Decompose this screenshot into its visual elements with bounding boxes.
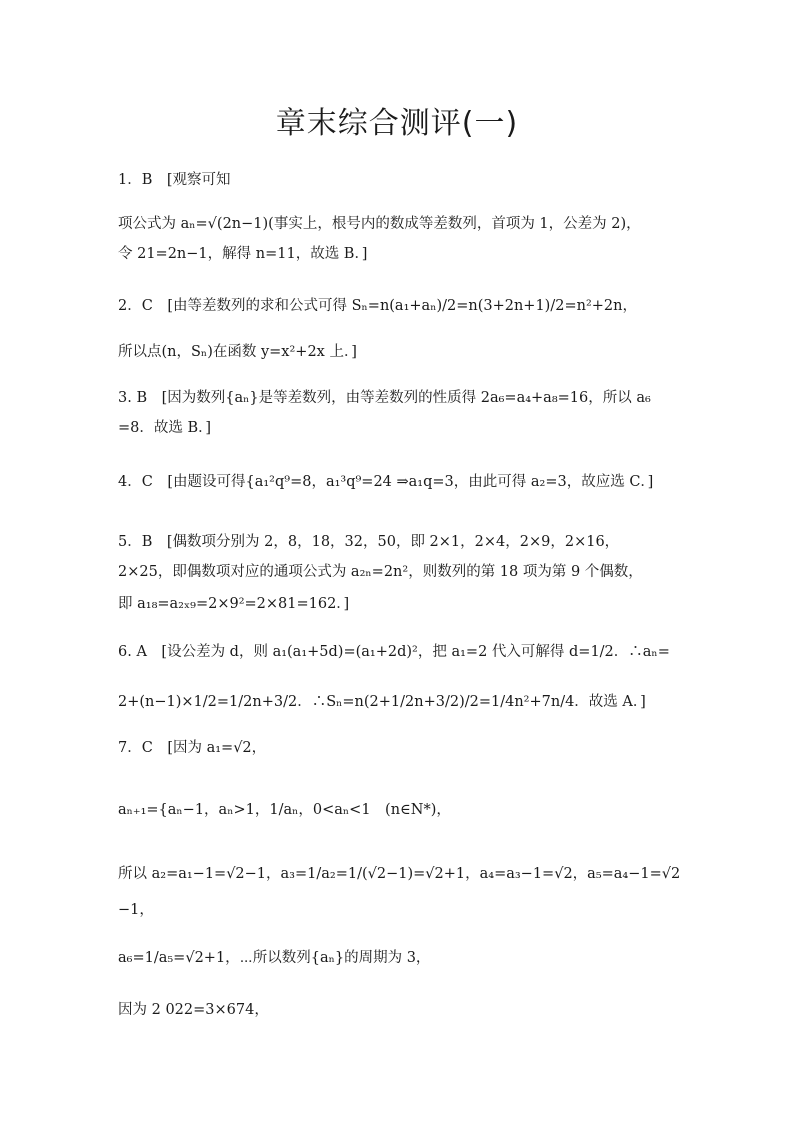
answer-7-line-1: 7．C [因为 a₁=√2， [118, 740, 267, 756]
answer-3-line-2: =8．故选 B．] [118, 420, 212, 436]
answer-5-line-3: 即 a₁₈=a₂ₓ₉=2×9²=2×81=162．] [118, 596, 350, 612]
answer-7-line-2: aₙ₊₁={aₙ−1，aₙ>1，1/aₙ，0<aₙ<1 (n∈N*)， [118, 802, 451, 818]
answer-1-line-3: 令 21=2n−1，解得 n=11，故选 B．] [118, 246, 368, 262]
answer-7-line-3: 所以 a₂=a₁−1=√2−1，a₃=1/a₂=1/(√2−1)=√2+1，a₄=a₃−1=√2，a₅=a₄−1=√2 [118, 866, 681, 882]
answer-7-line-5: a₆=1/a₅=√2+1，⋯所以数列{aₙ}的周期为 3， [118, 950, 431, 966]
answer-6-line-2: 2+(n−1)×1/2=1/2n+3/2．∴Sₙ=n(2+1/2n+3/2)/2=1/4n²+7n/4．故选 A．] [118, 694, 646, 710]
answer-5-line-2: 2×25，即偶数项对应的通项公式为 a₂ₙ=2n²，则数列的第 18 项为第 9 个偶数， [118, 564, 643, 580]
answer-3-line-1: 3. B [因为数列{aₙ}是等差数列，由等差数列的性质得 2a₆=a₄+a₈=16，所以 a₆ [118, 390, 651, 406]
answer-2-line-2: 所以点(n，Sₙ)在函数 y=x²+2x 上．] [118, 344, 357, 360]
answer-2-line-1: 2．C [由等差数列的求和公式可得 Sₙ=n(a₁+aₙ)/2=n(3+2n+1)/2=n²+2n， [118, 298, 637, 314]
answer-7-line-6: 因为 2 022=3×674， [118, 1002, 269, 1018]
answer-1-line-1: 1．B [观察可知 [118, 172, 231, 188]
answer-1-line-2: 项公式为 aₙ=√(2n−1)(事实上，根号内的数成等差数列，首项为 1，公差为 2)， [118, 216, 641, 232]
page-title: 章末综合测评(一) [275, 106, 519, 141]
answer-7-line-4: −1， [118, 902, 154, 918]
answer-4-line-1: 4．C [由题设可得{a₁²q⁹=8，a₁³q⁹=24 ⇒a₁q=3，由此可得 a₂=3，故应选 C．] [118, 474, 654, 490]
answer-5-line-1: 5．B [偶数项分别为 2，8，18，32，50，即 2×1，2×4，2×9，2×16， [118, 534, 620, 550]
answer-6-line-1: 6. A [设公差为 d，则 a₁(a₁+5d)=(a₁+2d)²，把 a₁=2 代入可解得 d=1/2．∴aₙ= [118, 644, 670, 660]
